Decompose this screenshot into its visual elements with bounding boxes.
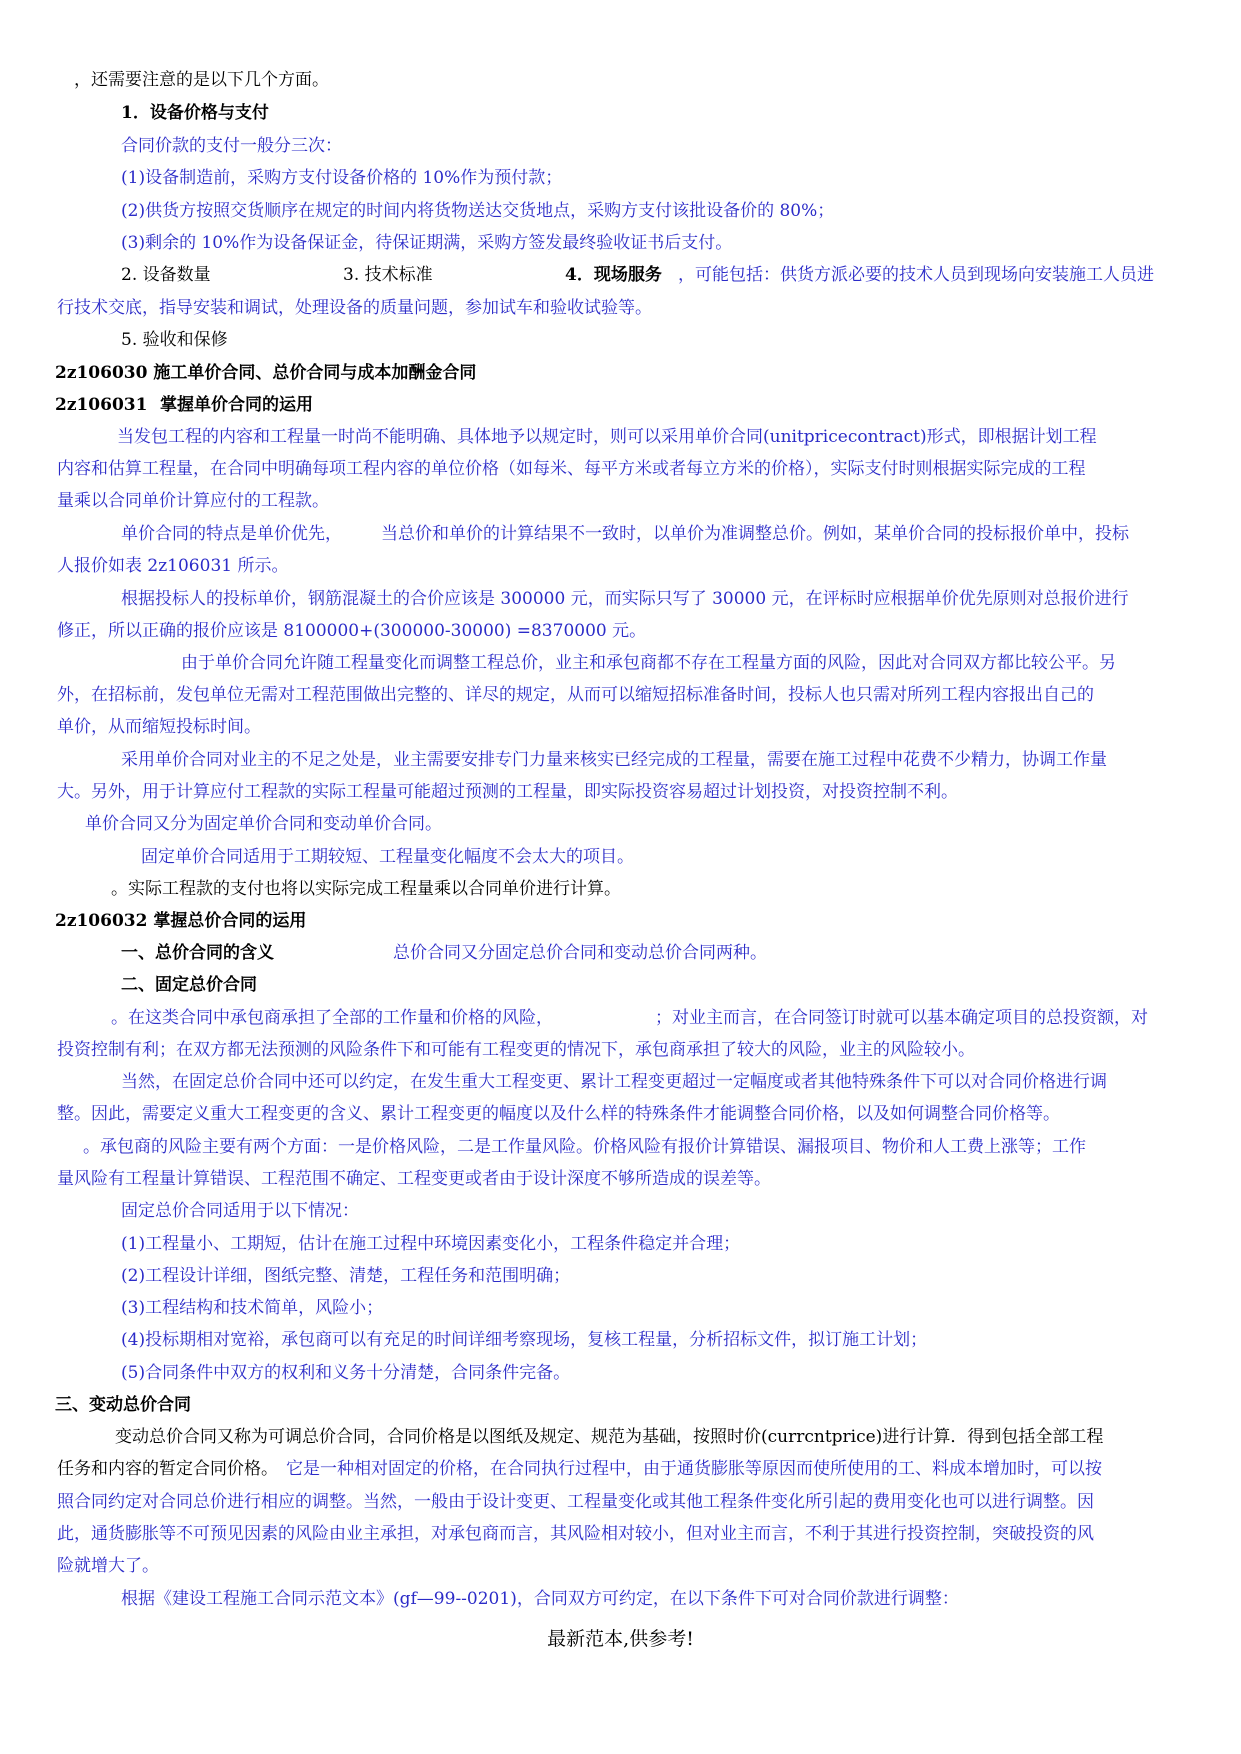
- list-item: (1)设备制造前，采购方支付设备价格的 10%作为预付款；: [121, 168, 563, 188]
- paragraph-line: 量乘以合同单价计算应付的工程款。: [57, 491, 329, 511]
- paragraph-line: 固定总价合同适用于以下情况：: [121, 1201, 359, 1221]
- paragraph-line: 变动总价合同又称为可调总价合同，合同价格是以图纸及规定、规范为基础，按照时价(currcntprice)进行计算．得到包括全部工程: [115, 1427, 1104, 1447]
- paragraph-line: 修正，所以正确的报价应该是 8100000+(300000-30000) =8370000 元。: [57, 621, 647, 641]
- heading-equipment-price: 1．设备价格与支付: [121, 103, 269, 123]
- paragraph-line: 由于单价合同允许随工程量变化而调整工程总价，业主和承包商都不存在工程量方面的风险，因此对合同双方都比较公平。另: [181, 653, 1116, 673]
- paragraph-line: 。承包商的风险主要有两个方面：一是价格风险，二是工作量风险。价格风险有报价计算错误、漏报项目、物价和人工费上涨等；工作: [83, 1137, 1086, 1157]
- paragraph-line: 采用单价合同对业主的不足之处是，业主需要安排专门力量来核实已经完成的工程量，需要在施工过程中花费不少精力，协调工作量: [121, 750, 1107, 770]
- paragraph-line: 单价，从而缩短投标时间。: [57, 717, 261, 737]
- paragraph-line: 总价合同又分固定总价合同和变动总价合同两种。: [393, 943, 767, 963]
- item-equipment-quantity: 2. 设备数量: [121, 265, 211, 285]
- list-item: (2)工程设计详细，图纸完整、清楚，工程任务和范围明确；: [121, 1266, 571, 1286]
- paragraph-line: 当总价和单价的计算结果不一致时，以单价为准调整总价。例如，某单价合同的投标报价单中，投标: [381, 524, 1129, 544]
- list-item: (1)工程量小、工期短，估计在施工过程中环境因素变化小，工程条件稳定并合理；: [121, 1234, 741, 1254]
- paragraph-line: ，可能包括：供货方派必要的技术人员到现场向安装施工人员进: [678, 265, 1154, 285]
- paragraph-line: 险就增大了。: [57, 1556, 159, 1576]
- item-technical-standard: 3. 技术标准: [343, 265, 433, 285]
- paragraph-line: 单价合同的特点是单价优先，: [121, 524, 342, 544]
- paragraph-line: 此，通货膨胀等不可预见因素的风险由业主承担，对承包商而言，其风险相对较小，但对业主而言，不利于其进行投资控制，突破投资的风: [57, 1524, 1094, 1544]
- paragraph-line: 单价合同又分为固定单价合同和变动单价合同。: [85, 814, 442, 834]
- paragraph-line: 内容和估算工程量，在合同中明确每项工程内容的单位价格（如每米、每平方米或者每立方米的价格），实际支付时则根据实际完成的工程: [57, 459, 1086, 479]
- paragraph-line: 。在这类合同中承包商承担了全部的工作量和价格的风险，: [111, 1008, 553, 1028]
- section-heading: 2z106032 掌握总价合同的运用: [55, 911, 307, 931]
- list-item: (5)合同条件中双方的权利和义务十分清楚，合同条件完备。: [121, 1363, 571, 1383]
- paragraph-line: 照合同约定对合同总价进行相应的调整。当然，一般由于设计变更、工程量变化或其他工程条件变化所引起的费用变化也可以进行调整。因: [57, 1492, 1094, 1512]
- paragraph-line: 合同价款的支付一般分三次：: [121, 136, 342, 156]
- paragraph-line: 当然，在固定总价合同中还可以约定，在发生重大工程变更、累计工程变更超过一定幅度或者其他特殊条件下可以对合同价格进行调: [121, 1072, 1107, 1092]
- paragraph-line: 根据投标人的投标单价，钢筋混凝土的合价应该是 300000 元，而实际只写了 30000 元，在评标时应根据单价优先原则对总报价进行: [121, 589, 1129, 609]
- paragraph-line: 投资控制有利；在双方都无法预测的风险条件下和可能有工程变更的情况下，承包商承担了较大的风险，业主的风险较小。: [57, 1040, 975, 1060]
- paragraph-line: 它是一种相对固定的价格，在合同执行过程中，由于通货膨胀等原因而使所使用的工、料成本增加时，可以按: [286, 1459, 1102, 1479]
- paragraph-line: 固定单价合同适用于工期较短、工程量变化幅度不会太大的项目。: [141, 847, 634, 867]
- paragraph-line: ；对业主而言，在合同签订时就可以基本确定项目的总投资额，对: [655, 1008, 1148, 1028]
- paragraph-line: 。实际工程款的支付也将以实际完成工程量乘以合同单价进行计算。: [111, 879, 621, 899]
- paragraph-line: 整。因此，需要定义重大工程变更的含义、累计工程变更的幅度以及什么样的特殊条件才能调整合同价格，以及如何调整合同价格等。: [57, 1104, 1060, 1124]
- list-item: (3)工程结构和技术简单，风险小；: [121, 1298, 384, 1318]
- paragraph-line: 量风险有工程量计算错误、工程范围不确定、工程变更或者由于设计深度不够所造成的误差等。: [57, 1169, 771, 1189]
- paragraph-line: 大。另外，用于计算应付工程款的实际工程量可能超过预测的工程量，即实际投资容易超过计划投资，对投资控制不利。: [57, 782, 958, 802]
- item-site-service: 4．现场服务: [565, 265, 662, 285]
- paragraph-line: 当发包工程的内容和工程量一时尚不能明确、具体地予以规定时，则可以采用单价合同(unitpricecontract)形式，即根据计划工程: [117, 427, 1097, 447]
- subsection-heading: 二、固定总价合同: [121, 975, 257, 995]
- item-acceptance-warranty: 5. 验收和保修: [121, 330, 228, 350]
- subsection-heading: 一、总价合同的含义: [121, 943, 274, 963]
- paragraph-line: 任务和内容的暂定合同价格。: [57, 1459, 278, 1479]
- list-item: (2)供货方按照交货顺序在规定的时间内将货物送达交货地点，采购方支付该批设备价的 80%；: [121, 201, 835, 221]
- intro-line: ，还需要注意的是以下几个方面。: [74, 70, 329, 90]
- section-code: 2z106031: [55, 395, 148, 415]
- page-footer: 最新范本,供参考!: [547, 1628, 694, 1650]
- list-item: (3)剩余的 10%作为设备保证金，待保证期满，采购方签发最终验收证书后支付。: [121, 233, 733, 253]
- subsection-heading: 三、变动总价合同: [55, 1395, 191, 1415]
- paragraph-line: 行技术交底，指导安装和调试，处理设备的质量问题，参加试车和验收试验等。: [57, 298, 652, 318]
- paragraph-line: 外，在招标前，发包单位无需对工程范围做出完整的、详尽的规定，从而可以缩短招标准备时间，投标人也只需对所列工程内容报出自己的: [57, 685, 1094, 705]
- paragraph-line: 根据《建设工程施工合同示范文本》(gf—99--0201)，合同双方可约定，在以下条件下可对合同价款进行调整：: [121, 1589, 959, 1609]
- list-item: (4)投标期相对宽裕，承包商可以有充足的时间详细考察现场，复核工程量，分析招标文件，拟订施工计划；: [121, 1330, 928, 1350]
- section-heading: 掌握单价合同的运用: [160, 395, 313, 415]
- section-heading: 2z106030 施工单价合同、总价合同与成本加酬金合同: [55, 363, 477, 383]
- paragraph-line: 人报价如表 2z106031 所示。: [57, 556, 289, 576]
